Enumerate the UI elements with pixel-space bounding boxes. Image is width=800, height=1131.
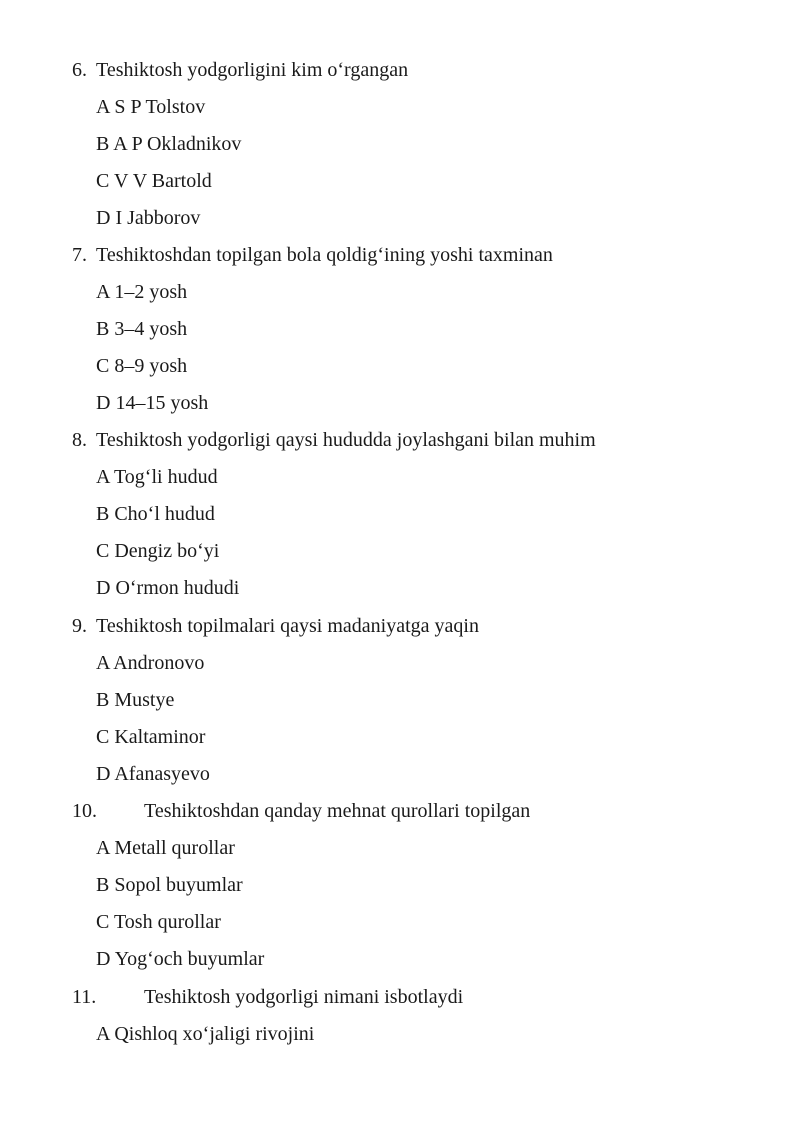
answer-option: A 1–2 yosh <box>96 281 188 303</box>
answer-option: C Dengiz bo‘yi <box>96 540 220 562</box>
answer-option: A Tog‘li hudud <box>96 466 218 488</box>
question-text: Teshiktoshdan topilgan bola qoldig‘ining yoshi taxminan <box>96 244 553 266</box>
answer-option: C Kaltaminor <box>96 726 206 748</box>
answer-option: D O‘rmon hududi <box>96 577 240 599</box>
question-text: Teshiktosh yodgorligi nimani isbotlaydi <box>144 986 464 1008</box>
answer-option: B Cho‘l hudud <box>96 503 215 525</box>
question-text: Teshiktosh yodgorligini kim o‘rgangan <box>96 59 409 81</box>
answer-option: A Qishloq xo‘jaligi rivojini <box>96 1023 315 1045</box>
answer-option: C Tosh qurollar <box>96 911 221 933</box>
answer-option: B Mustye <box>96 689 175 711</box>
answer-option: A Metall qurollar <box>96 837 235 859</box>
answer-option: B Sopol buyumlar <box>96 874 243 896</box>
question-number: 7. <box>72 244 87 266</box>
question-number: 6. <box>72 59 87 81</box>
question-text: Teshiktoshdan qanday mehnat qurollari topilgan <box>144 800 531 822</box>
question-number: 11. <box>72 986 97 1008</box>
answer-option: C 8–9 yosh <box>96 355 188 377</box>
answer-option: C V V Bartold <box>96 170 212 192</box>
question-number: 8. <box>72 429 87 451</box>
answer-option: B 3–4 yosh <box>96 318 188 340</box>
question-number: 9. <box>72 615 87 637</box>
answer-option: B A P Okladnikov <box>96 133 242 155</box>
answer-option: A S P Tolstov <box>96 96 206 118</box>
answer-option: D Yog‘och buyumlar <box>96 948 265 970</box>
answer-option: A Andronovo <box>96 652 205 674</box>
question-text: Teshiktosh topilmalari qaysi madaniyatga yaqin <box>96 615 479 637</box>
question-text: Teshiktosh yodgorligi qaysi hududda joylashgani bilan muhim <box>96 429 596 451</box>
answer-option: D I Jabborov <box>96 207 201 229</box>
answer-option: D 14–15 yosh <box>96 392 209 414</box>
answer-option: D Afanasyevo <box>96 763 210 785</box>
question-number: 10. <box>72 800 97 822</box>
